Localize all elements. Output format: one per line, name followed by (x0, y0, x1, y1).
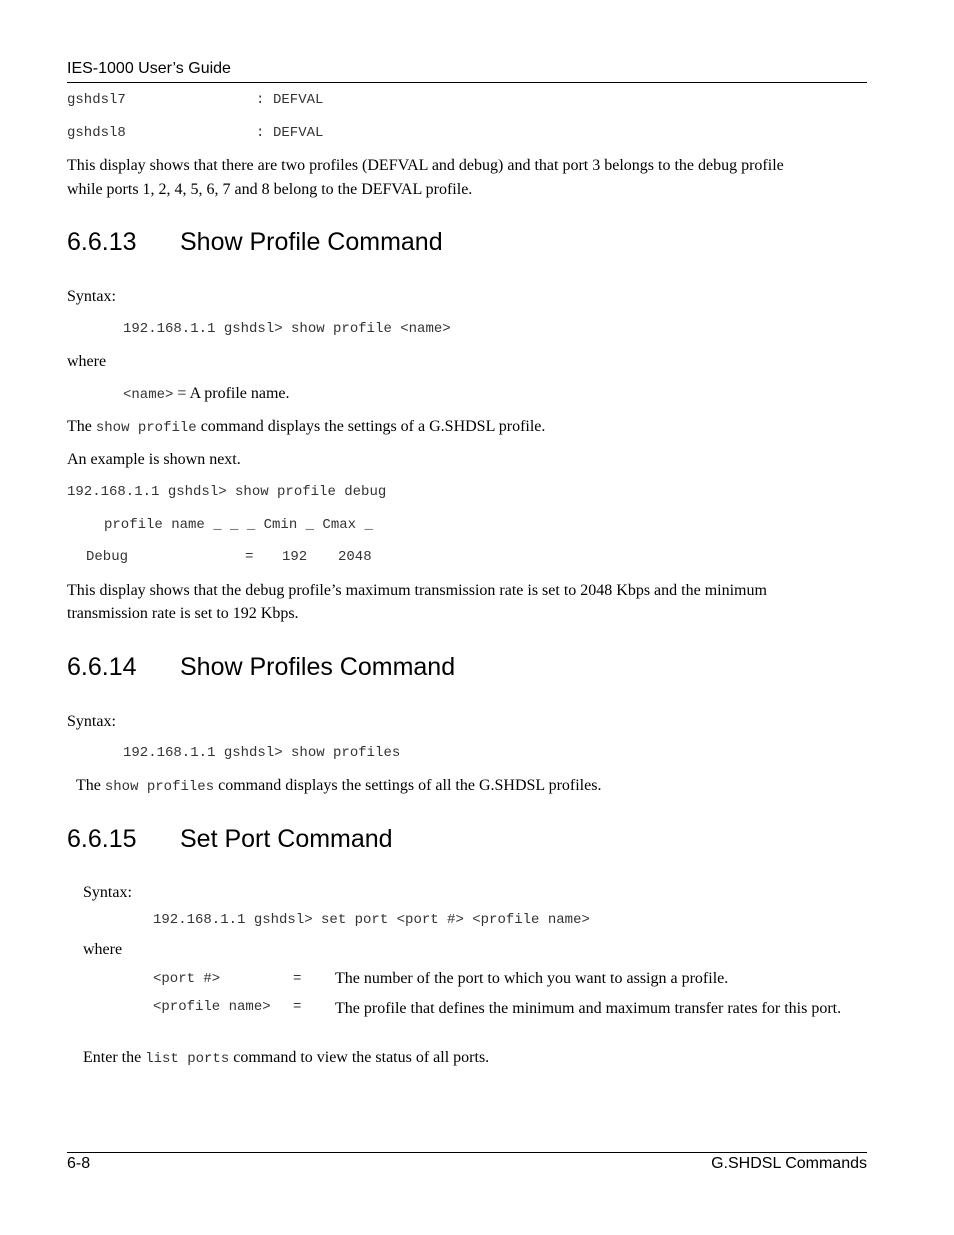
description-text: command displays the settings of a G.SHDSL profile. (196, 418, 546, 435)
equals-sign: = (245, 549, 254, 565)
where-label: where (83, 941, 123, 958)
chapter-title: G.SHDSL Commands (711, 1155, 867, 1172)
parameter-definition (123, 385, 290, 403)
description-text: command to view the status of all ports. (229, 1049, 490, 1066)
parameter-description: The number of the port to which you want to assign a profile. (335, 970, 729, 987)
command-description (76, 777, 601, 795)
description-text: command displays the settings of all the G.SHDSL profiles. (214, 777, 602, 794)
syntax-label: Syntax: (67, 713, 116, 730)
parameter-name: <port #> (153, 971, 221, 987)
listing-separator: : (256, 92, 265, 108)
section-title: Show Profiles Command (180, 653, 456, 681)
listing-profile: DEFVAL (273, 92, 324, 108)
example-command: 192.168.1.1 gshdsl> show profile debug (67, 484, 387, 500)
syntax-label: Syntax: (67, 288, 116, 305)
section-title: Set Port Command (180, 825, 393, 853)
example-output-header: profile name _ _ _ Cmin _ Cmax _ (104, 517, 373, 533)
result-paragraph-line: transmission rate is set to 192 Kbps. (67, 605, 299, 622)
intro-paragraph-line: This display shows that there are two profiles (DEFVAL and debug) and that port 3 belongs to the debug profile (67, 157, 784, 174)
section-title: Show Profile Command (180, 228, 443, 256)
header-rule (67, 82, 867, 83)
parameter-description: = A profile name. (173, 385, 290, 402)
listing-separator: : (256, 125, 265, 141)
result-paragraph-line: This display shows that the debug profile’s maximum transmission rate is set to 2048 Kbps and the minimum (67, 582, 767, 599)
section-number: 6.6.13 (67, 228, 137, 256)
section-number: 6.6.14 (67, 653, 137, 681)
syntax-command: 192.168.1.1 gshdsl> show profiles (123, 745, 401, 761)
equals-sign: = (293, 971, 302, 987)
inline-code: show profile (95, 420, 197, 436)
listing-port: gshdsl8 (67, 125, 126, 141)
listing-profile: DEFVAL (273, 125, 324, 141)
where-label: where (67, 353, 107, 370)
parameter-name: <profile name> (153, 999, 271, 1015)
equals-sign: = (293, 999, 302, 1015)
listing-port: gshdsl7 (67, 92, 126, 108)
page-number: 6-8 (67, 1155, 91, 1172)
section-number: 6.6.15 (67, 825, 137, 853)
inline-code: list ports (145, 1051, 230, 1067)
inline-code: show profiles (104, 779, 215, 795)
running-header-title: IES-1000 User’s Guide (67, 60, 231, 77)
command-description (83, 1049, 489, 1067)
parameter-description: The profile that defines the minimum and maximum transfer rates for this port. (335, 1000, 842, 1017)
cmin-value: 192 (282, 549, 308, 565)
example-intro: An example is shown next. (67, 451, 241, 468)
cmax-value: 2048 (338, 549, 372, 565)
description-text: The (76, 777, 105, 794)
description-text: Enter the (83, 1049, 146, 1066)
command-description (67, 418, 545, 436)
syntax-label: Syntax: (83, 884, 132, 901)
syntax-command: 192.168.1.1 gshdsl> show profile <name> (123, 321, 451, 337)
parameter-name: <name> (123, 387, 174, 403)
description-text: The (67, 418, 96, 435)
profile-name-value: Debug (86, 549, 129, 565)
intro-paragraph-line: while ports 1, 2, 4, 5, 6, 7 and 8 belong to the DEFVAL profile. (67, 181, 473, 198)
footer-rule (67, 1152, 867, 1153)
syntax-command: 192.168.1.1 gshdsl> set port <port #> <profile name> (153, 912, 590, 928)
